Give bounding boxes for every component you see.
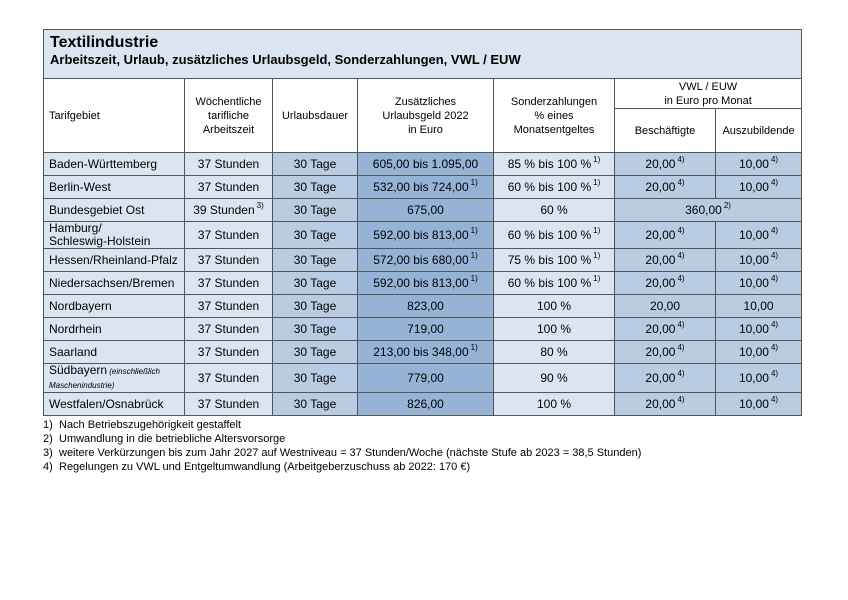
footnote-marker: 4) xyxy=(677,274,685,283)
cell-tarifgebiet xyxy=(44,249,185,272)
cell-urlaubsgeld xyxy=(358,222,494,249)
cell-auszubildende xyxy=(716,318,802,341)
cell-sonderzahlungen xyxy=(494,272,615,295)
footnote-marker: 4) xyxy=(677,369,685,378)
cell-urlaubsdauer xyxy=(273,393,358,416)
cell-arbeitszeit-text: 37 Stunden xyxy=(197,322,260,336)
footnote-marker: 1) xyxy=(470,178,478,187)
table-body xyxy=(44,153,802,416)
cell-arbeitszeit xyxy=(185,318,273,341)
header-urlaubsgeld-line3: in Euro xyxy=(408,123,443,136)
cell-beschaeftigte xyxy=(615,222,716,249)
cell-beschaeftigte-text: 20,00 xyxy=(645,345,676,359)
cell-tarifgebiet-text: Niedersachsen/Bremen xyxy=(49,276,175,290)
cell-arbeitszeit-text: 37 Stunden xyxy=(197,345,260,359)
footnote-marker: 2) xyxy=(723,201,731,210)
table-row xyxy=(44,341,802,364)
footnote-marker: 4) xyxy=(770,178,779,187)
cell-urlaubsgeld xyxy=(358,272,494,295)
cell-beschaeftigte xyxy=(615,341,716,364)
cell-tarifgebiet-line: Schleswig-Holstein xyxy=(49,234,151,248)
cell-beschaeftigte xyxy=(615,318,716,341)
cell-beschaeftigte-text: 20,00 xyxy=(645,322,676,336)
cell-tarifgebiet-text: Saarland xyxy=(49,345,98,359)
cell-urlaubsdauer-text: 30 Tage xyxy=(293,276,337,290)
cell-urlaubsgeld xyxy=(358,199,494,222)
cell-arbeitszeit xyxy=(185,295,273,318)
cell-sonderzahlungen-text: 85 % bis 100 % xyxy=(507,157,592,171)
cell-urlaubsgeld xyxy=(358,153,494,176)
header-urlaubsgeld-line1: Zusätzliches xyxy=(394,95,457,108)
cell-auszubildende-text: 10,00 xyxy=(738,157,769,171)
footnote-number: 2) xyxy=(43,433,53,445)
cell-tarifgebiet xyxy=(44,295,185,318)
cell-auszubildende-text: 10,00 xyxy=(738,397,769,411)
cell-auszubildende xyxy=(716,295,802,318)
footnotes xyxy=(43,418,641,474)
cell-sonderzahlungen xyxy=(494,393,615,416)
header-auszubildende: Auszubildende xyxy=(716,109,802,153)
cell-sonderzahlungen-text: 90 % xyxy=(540,371,568,385)
cell-auszubildende-text: 10,00 xyxy=(738,228,769,242)
cell-sonderzahlungen-text: 60 % bis 100 % xyxy=(507,276,592,290)
header-urlaubsgeld-line2: Urlaubsgeld 2022 xyxy=(382,109,469,122)
cell-sonderzahlungen-text: 100 % xyxy=(536,299,572,313)
cell-urlaubsgeld-text: 823,00 xyxy=(407,299,444,313)
footnote-marker: 1) xyxy=(470,274,478,283)
cell-tarifgebiet-text: Berlin-West xyxy=(49,180,111,194)
cell-arbeitszeit-text: 39 Stunden xyxy=(193,203,255,217)
cell-urlaubsdauer xyxy=(273,341,358,364)
footnote-marker: 4) xyxy=(770,155,779,164)
cell-sonderzahlungen-text: 75 % bis 100 % xyxy=(507,253,592,267)
cell-arbeitszeit xyxy=(185,249,273,272)
cell-arbeitszeit xyxy=(185,341,273,364)
cell-arbeitszeit xyxy=(185,176,273,199)
cell-auszubildende xyxy=(716,272,802,295)
cell-urlaubsgeld xyxy=(358,249,494,272)
cell-arbeitszeit-text: 37 Stunden xyxy=(197,299,260,313)
cell-sonderzahlungen-text: 60 % xyxy=(540,203,568,217)
footnote-marker: 4) xyxy=(677,395,685,404)
cell-urlaubsgeld xyxy=(358,295,494,318)
header-sonderzahlungen xyxy=(494,79,615,153)
footnote-text: weitere Verkürzungen bis zum Jahr 2027 auf Westniveau = 37 Stunden/Woche (nächste Stufe ab 2023 = 38,5 Stunden) xyxy=(59,447,642,459)
footnote-marker: 4) xyxy=(677,226,685,235)
cell-beschaeftigte-text: 20,00 xyxy=(645,157,676,171)
cell-auszubildende-text: 10,00 xyxy=(738,253,769,267)
cell-urlaubsdauer xyxy=(273,153,358,176)
cell-auszubildende xyxy=(716,176,802,199)
cell-sonderzahlungen-text: 100 % xyxy=(536,322,572,336)
cell-sonderzahlungen xyxy=(494,222,615,249)
footnote-marker: 4) xyxy=(770,395,779,404)
footnote-marker: 1) xyxy=(470,226,478,235)
footnote-item xyxy=(43,446,641,460)
cell-auszubildende-text: 10,00 xyxy=(743,299,774,313)
cell-urlaubsdauer xyxy=(273,199,358,222)
header-arbeitszeit-line2: tarifliche xyxy=(208,109,249,122)
table-row xyxy=(44,249,802,272)
cell-auszubildende xyxy=(716,222,802,249)
cell-urlaubsgeld-text: 779,00 xyxy=(407,371,444,385)
footnote-marker: 4) xyxy=(770,251,779,260)
header-sonderzahlungen-line2: % eines xyxy=(534,109,574,122)
footnote-marker: 4) xyxy=(770,343,779,352)
cell-urlaubsdauer xyxy=(273,318,358,341)
cell-beschaeftigte-text: 20,00 xyxy=(645,228,676,242)
footnote-marker: 4) xyxy=(770,320,779,329)
footnote-marker: 3) xyxy=(256,201,264,210)
cell-urlaubsdauer xyxy=(273,222,358,249)
header-vwl-line2: in Euro pro Monat xyxy=(664,94,752,107)
cell-beschaeftigte xyxy=(615,176,716,199)
cell-urlaubsdauer-text: 30 Tage xyxy=(293,203,337,217)
cell-arbeitszeit xyxy=(185,199,273,222)
footnote-number: 3) xyxy=(43,447,53,459)
cell-urlaubsdauer xyxy=(273,295,358,318)
header-urlaubsgeld xyxy=(358,79,494,153)
header-beschaeftigte: Beschäftigte xyxy=(615,109,716,153)
header-sonderzahlungen-line3: Monatsentgeltes xyxy=(513,123,595,136)
table-row xyxy=(44,153,802,176)
footnote-marker: 4) xyxy=(677,320,685,329)
cell-urlaubsdauer-text: 30 Tage xyxy=(293,180,337,194)
cell-beschaeftigte xyxy=(615,393,716,416)
footnote-marker: 1) xyxy=(593,178,601,187)
cell-sonderzahlungen xyxy=(494,364,615,393)
cell-urlaubsgeld-text: 572,00 bis 680,00 xyxy=(373,253,469,267)
cell-sonderzahlungen-text: 60 % bis 100 % xyxy=(507,228,592,242)
cell-urlaubsgeld xyxy=(358,364,494,393)
table-row xyxy=(44,318,802,341)
cell-auszubildende-text: 10,00 xyxy=(738,180,769,194)
cell-tarifgebiet xyxy=(44,176,185,199)
table-row xyxy=(44,199,802,222)
cell-arbeitszeit-text: 37 Stunden xyxy=(197,253,260,267)
cell-tarifgebiet-note: (einschließlich xyxy=(107,367,160,376)
cell-sonderzahlungen-text: 80 % xyxy=(540,345,568,359)
cell-sonderzahlungen xyxy=(494,199,615,222)
page-subtitle: Arbeitszeit, Urlaub, zusätzliches Urlaubsgeld, Sonderzahlungen, VWL / EUW xyxy=(50,52,521,67)
cell-sonderzahlungen xyxy=(494,153,615,176)
table-row xyxy=(44,295,802,318)
cell-arbeitszeit xyxy=(185,272,273,295)
cell-urlaubsdauer-text: 30 Tage xyxy=(293,397,337,411)
cell-tarifgebiet-text: Südbayern xyxy=(49,363,108,377)
cell-urlaubsgeld-text: 592,00 bis 813,00 xyxy=(373,276,469,290)
document-table-wrapper xyxy=(43,29,801,416)
cell-tarifgebiet xyxy=(44,341,185,364)
cell-sonderzahlungen xyxy=(494,318,615,341)
table-row xyxy=(44,393,802,416)
footnote-marker: 1) xyxy=(593,274,601,283)
cell-arbeitszeit-text: 37 Stunden xyxy=(197,397,260,411)
cell-beschaeftigte-text: 20,00 xyxy=(645,397,676,411)
cell-beschaeftigte-text: 20,00 xyxy=(645,371,676,385)
table-row xyxy=(44,364,802,393)
cell-auszubildende xyxy=(716,364,802,393)
header-arbeitszeit-line1: Wöchentliche xyxy=(195,95,262,108)
table-row xyxy=(44,176,802,199)
cell-urlaubsgeld-text: 719,00 xyxy=(407,322,444,336)
cell-auszubildende-text: 10,00 xyxy=(738,371,769,385)
cell-arbeitszeit-text: 37 Stunden xyxy=(197,228,260,242)
cell-urlaubsdauer-text: 30 Tage xyxy=(293,322,337,336)
cell-urlaubsdauer-text: 30 Tage xyxy=(293,345,337,359)
footnote-marker: 1) xyxy=(470,343,478,352)
cell-tarifgebiet-line: Hamburg/ xyxy=(49,221,102,235)
cell-beschaeftigte xyxy=(615,153,716,176)
title-cell xyxy=(44,30,802,79)
header-vwl-line1: VWL / EUW xyxy=(678,80,738,93)
cell-urlaubsgeld-text: 213,00 bis 348,00 xyxy=(373,345,469,359)
cell-urlaubsdauer xyxy=(273,176,358,199)
cell-beschaeftigte xyxy=(615,295,716,318)
cell-urlaubsgeld-text: 592,00 bis 813,00 xyxy=(373,228,469,242)
cell-sonderzahlungen-text: 100 % xyxy=(536,397,572,411)
cell-urlaubsdauer-text: 30 Tage xyxy=(293,371,337,385)
cell-auszubildende xyxy=(716,341,802,364)
cell-sonderzahlungen-text: 60 % bis 100 % xyxy=(507,180,592,194)
cell-arbeitszeit xyxy=(185,393,273,416)
cell-beschaeftigte xyxy=(615,272,716,295)
cell-beschaeftigte xyxy=(615,364,716,393)
cell-arbeitszeit-text: 37 Stunden xyxy=(197,371,260,385)
cell-auszubildende-text: 10,00 xyxy=(738,322,769,336)
cell-sonderzahlungen xyxy=(494,176,615,199)
cell-arbeitszeit xyxy=(185,153,273,176)
cell-tarifgebiet xyxy=(44,393,185,416)
cell-tarifgebiet xyxy=(44,222,185,249)
footnote-marker: 1) xyxy=(593,155,601,164)
cell-tarifgebiet xyxy=(44,199,185,222)
cell-tarifgebiet-text: Baden-Württemberg xyxy=(49,157,158,171)
cell-urlaubsgeld xyxy=(358,318,494,341)
cell-tarifgebiet xyxy=(44,318,185,341)
cell-auszubildende xyxy=(716,153,802,176)
header-vwl xyxy=(615,79,802,109)
header-tarifgebiet: Tarifgebiet xyxy=(44,79,185,153)
page-title: Textilindustrie xyxy=(50,34,159,51)
textile-industry-table xyxy=(43,29,802,416)
table-row xyxy=(44,222,802,249)
cell-beschaeftigte-text: 20,00 xyxy=(645,180,676,194)
cell-sonderzahlungen xyxy=(494,249,615,272)
cell-beschaeftigte-text: 20,00 xyxy=(645,276,676,290)
cell-tarifgebiet-text: Hessen/Rheinland-Pfalz xyxy=(49,253,178,267)
cell-tarifgebiet xyxy=(44,272,185,295)
footnote-marker: 4) xyxy=(677,343,685,352)
cell-urlaubsdauer xyxy=(273,272,358,295)
cell-tarifgebiet xyxy=(44,364,185,393)
cell-urlaubsgeld xyxy=(358,341,494,364)
cell-tarifgebiet-text: Nordbayern xyxy=(49,299,112,313)
cell-arbeitszeit-text: 37 Stunden xyxy=(197,157,260,171)
header-arbeitszeit-line3: Arbeitszeit xyxy=(202,123,255,136)
cell-tarifgebiet xyxy=(44,153,185,176)
footnote-marker: 4) xyxy=(677,155,685,164)
footnote-item xyxy=(43,432,641,446)
header-arbeitszeit xyxy=(185,79,273,153)
cell-urlaubsdauer xyxy=(273,364,358,393)
cell-urlaubsgeld xyxy=(358,393,494,416)
cell-urlaubsgeld-text: 675,00 xyxy=(407,203,444,217)
footnote-marker: 4) xyxy=(770,226,779,235)
footnote-item xyxy=(43,460,641,474)
cell-arbeitszeit xyxy=(185,364,273,393)
cell-auszubildende xyxy=(716,249,802,272)
header-urlaubsdauer: Urlaubsdauer xyxy=(273,79,358,153)
footnote-marker: 1) xyxy=(593,251,601,260)
footnote-marker: 4) xyxy=(677,178,685,187)
table-row xyxy=(44,272,802,295)
footnote-text: Umwandlung in die betriebliche Altersvorsorge xyxy=(59,433,286,445)
footnote-text: Nach Betriebszugehörigkeit gestaffelt xyxy=(59,419,242,431)
footnote-marker: 4) xyxy=(677,251,685,260)
cell-urlaubsgeld xyxy=(358,176,494,199)
footnote-number: 4) xyxy=(43,461,53,473)
cell-arbeitszeit-text: 37 Stunden xyxy=(197,180,260,194)
footnote-marker: 1) xyxy=(470,251,478,260)
footnote-text: Regelungen zu VWL und Entgeltumwandlung (Arbeitgeberzuschuss ab 2022: 170 €) xyxy=(59,461,471,473)
footnote-item xyxy=(43,418,641,432)
cell-auszubildende xyxy=(716,393,802,416)
cell-sonderzahlungen xyxy=(494,295,615,318)
cell-urlaubsdauer-text: 30 Tage xyxy=(293,299,337,313)
footnote-number: 1) xyxy=(43,419,53,431)
cell-urlaubsgeld-text: 826,00 xyxy=(407,397,444,411)
cell-tarifgebiet-text: Westfalen/Osnabrück xyxy=(49,397,164,411)
footnote-marker: 1) xyxy=(593,226,601,235)
footnote-marker: 4) xyxy=(770,369,779,378)
cell-auszubildende-text: 10,00 xyxy=(738,345,769,359)
cell-urlaubsgeld-text: 605,00 bis 1.095,00 xyxy=(372,157,479,171)
cell-urlaubsdauer xyxy=(273,249,358,272)
cell-arbeitszeit xyxy=(185,222,273,249)
cell-beschaeftigte-text: 20,00 xyxy=(649,299,681,313)
header-sonderzahlungen-line1: Sonderzahlungen xyxy=(510,95,598,108)
cell-beschaeftigte-text: 20,00 xyxy=(645,253,676,267)
cell-tarifgebiet-note: Maschenindustrie) xyxy=(49,381,115,390)
cell-urlaubsdauer-text: 30 Tage xyxy=(293,253,337,267)
cell-urlaubsdauer-text: 30 Tage xyxy=(293,157,337,171)
cell-vwl-merged-text: 360,00 xyxy=(685,203,722,217)
footnote-marker: 4) xyxy=(770,274,779,283)
cell-auszubildende-text: 10,00 xyxy=(738,276,769,290)
cell-urlaubsgeld-text: 532,00 bis 724,00 xyxy=(373,180,469,194)
cell-tarifgebiet-text: Nordrhein xyxy=(49,322,102,336)
cell-tarifgebiet-text: Bundesgebiet Ost xyxy=(49,203,145,217)
cell-beschaeftigte xyxy=(615,249,716,272)
cell-vwl-merged xyxy=(615,199,802,222)
cell-urlaubsdauer-text: 30 Tage xyxy=(293,228,337,242)
cell-sonderzahlungen xyxy=(494,341,615,364)
cell-arbeitszeit-text: 37 Stunden xyxy=(197,276,260,290)
